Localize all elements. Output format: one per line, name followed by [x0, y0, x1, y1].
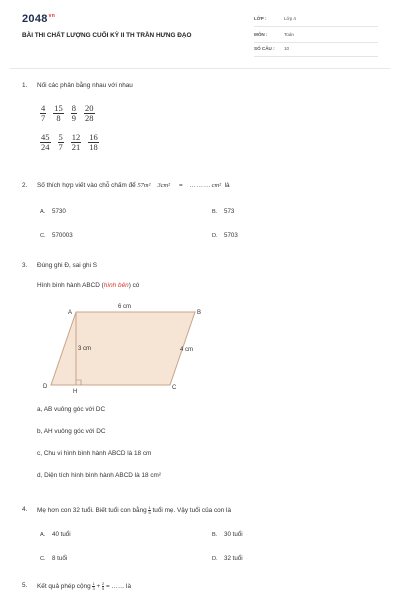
question-number: 3.	[22, 262, 28, 269]
logo-suffix: vn	[48, 13, 56, 19]
question-number: 2.	[22, 182, 28, 189]
fraction: $\frac{2}{5}$	[101, 581, 105, 591]
vertex-b: B	[197, 310, 202, 316]
meta-subject	[254, 30, 378, 43]
fraction[interactable]: 5 7	[58, 132, 63, 152]
meta-label: LỚP :	[254, 16, 267, 21]
figure-caption: Hình bình hành ABCD (hình bên) có	[37, 282, 140, 289]
logo-text: 2048	[22, 13, 48, 25]
header-divider	[10, 68, 390, 69]
vertex-d: D	[43, 384, 48, 390]
parallelogram-figure	[38, 300, 208, 396]
fraction[interactable]: 20 28	[85, 103, 94, 123]
math-expression: 57m²	[137, 182, 151, 189]
vertex-a: A	[68, 310, 73, 316]
option-c[interactable]: C. 570003	[40, 232, 73, 239]
question-text: Kết quả phép cộng $\frac{1}{3}$ + $\frac{2}{5}$ = …… là	[37, 581, 132, 591]
fraction: $\frac{1}{3}$	[92, 581, 95, 591]
fraction: $\frac{1}{5}$	[148, 505, 151, 515]
blank-dots: … … … cm²	[189, 182, 222, 189]
site-logo[interactable]	[22, 13, 55, 25]
option-c[interactable]: C. 8 tuổi	[40, 555, 68, 562]
question-number: 5.	[22, 582, 28, 589]
fraction[interactable]: 8 9	[71, 103, 76, 123]
option-a[interactable]: A. 40 tuổi	[40, 531, 71, 538]
vertex-h: H	[73, 389, 78, 395]
question-text: Mẹ hơn con 32 tuổi. Biết tuổi con bằng $\frac{1}{5}$ tuổi mẹ. Vậy tuổi của con là	[37, 505, 232, 515]
statement-b[interactable]: b, AH vuông góc với DC	[37, 428, 106, 435]
label-side: 4 cm	[180, 347, 194, 353]
exam-title: BÀI THI CHẤT LƯỢNG CUỐI KỲ II TH TRẦN HƯNG ĐẠO	[22, 32, 192, 39]
fraction[interactable]: 45 24	[41, 132, 50, 152]
question-text: Số thích hợp viết vào chỗ chấm để 57m² 3cm² = … … … cm² là	[37, 182, 230, 189]
fraction[interactable]: 12 21	[71, 132, 81, 152]
meta-label: SỐ CÂU :	[254, 46, 275, 51]
question-text: Nối các phân bằng nhau với nhau	[37, 82, 133, 89]
fraction-row-2	[40, 133, 99, 152]
fraction[interactable]: 4 7	[41, 103, 46, 123]
meta-label: MÔN :	[254, 32, 268, 37]
option-b[interactable]: B. 30 tuổi	[212, 531, 243, 538]
meta-value: Toán	[284, 32, 294, 37]
fraction-row-1	[40, 104, 95, 123]
meta-value: 10	[284, 46, 290, 51]
statement-d[interactable]: d, Diện tích hình bình hành ABCD là 18 cm²	[37, 472, 161, 479]
math-expression: 3cm²	[157, 182, 171, 189]
question-number: 1.	[22, 82, 28, 89]
fraction[interactable]: 15 8	[54, 103, 63, 123]
question-number: 4.	[22, 506, 28, 513]
statement-c[interactable]: c, Chu vi hình bình hành ABCD là 18 cm	[37, 450, 152, 457]
option-d[interactable]: D. 32 tuổi	[212, 555, 243, 562]
meta-count	[254, 44, 378, 57]
meta-class	[254, 14, 378, 27]
question-text: Đúng ghi Đ, sai ghi S	[37, 262, 98, 269]
exam-header	[0, 0, 400, 68]
statement-a[interactable]: a, AB vuông góc với DC	[37, 406, 106, 413]
option-a[interactable]: A. 5730	[40, 208, 66, 215]
vertex-c: C	[172, 385, 177, 391]
option-b[interactable]: B. 573	[212, 208, 235, 215]
label-height: 3 cm	[78, 346, 92, 352]
parallelogram-shape	[51, 312, 195, 385]
meta-value: Lớp 4	[284, 16, 296, 21]
label-top: 6 cm	[118, 304, 132, 310]
figure-note: hình bên	[103, 282, 129, 289]
fraction[interactable]: 16 18	[89, 132, 98, 152]
option-d[interactable]: D. 5703	[212, 232, 238, 239]
